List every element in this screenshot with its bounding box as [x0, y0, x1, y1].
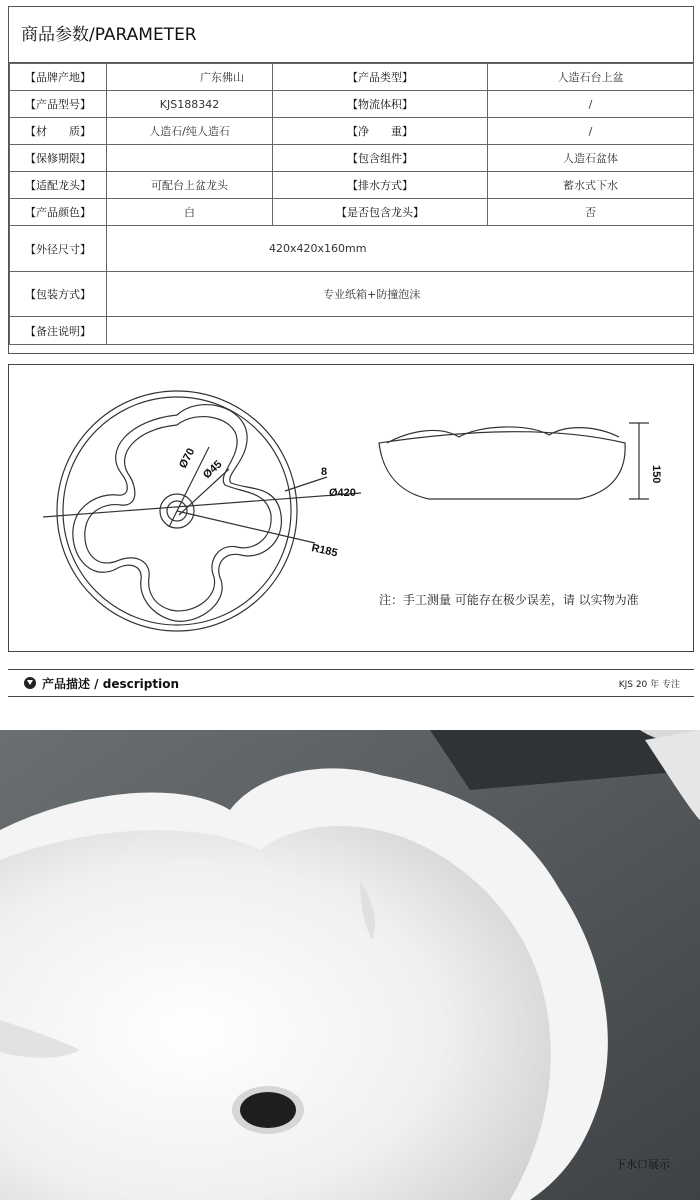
param-key: 【产品颜色】	[10, 199, 107, 226]
measurement-note: 注：手工测量 可能存在极少误差，请 以实物为准	[379, 593, 639, 607]
description-bar	[8, 669, 694, 697]
outer-size-value	[107, 226, 694, 272]
photo-svg	[0, 730, 700, 1200]
param-value: /	[488, 118, 694, 145]
param-value: KJS188342	[107, 91, 273, 118]
petal-inner-outline	[85, 417, 271, 611]
dim-label-45: Ø45	[200, 458, 225, 482]
param-key: 【产品类型】	[273, 64, 488, 91]
table-row	[10, 64, 694, 91]
param-value: 人造石台上盆	[488, 64, 694, 91]
dim-label-150: 150	[650, 465, 662, 484]
dim-line-8	[285, 477, 327, 491]
param-key: 【产品型号】	[10, 91, 107, 118]
param-key: 【是否包含龙头】	[273, 199, 488, 226]
param-value	[107, 145, 273, 172]
dim-label-70: Ø70	[177, 446, 198, 471]
photo-caption: 下水口展示	[615, 1158, 670, 1171]
table-row	[10, 317, 694, 345]
table-row	[10, 91, 694, 118]
param-key: 【包含组件】	[273, 145, 488, 172]
technical-drawing	[8, 364, 694, 652]
side-view-bowl	[379, 432, 625, 499]
param-key: 【包装方式】	[10, 272, 107, 317]
parameter-table	[9, 63, 694, 345]
param-value: 人造石盆体	[488, 145, 694, 172]
dim-line-420	[43, 493, 361, 517]
table-row	[10, 118, 694, 145]
dim-label-r185: R185	[310, 542, 339, 560]
side-view-rim	[387, 427, 619, 443]
param-value: 广东佛山	[107, 64, 273, 91]
param-value: 否	[488, 199, 694, 226]
parameter-title: 商品参数/PARAMETER	[9, 7, 693, 63]
param-key: 【净 重】	[273, 118, 488, 145]
param-key: 【备注说明】	[10, 317, 107, 345]
outer-size-text: 420x420x160mm	[269, 242, 367, 255]
remark-value	[107, 317, 694, 345]
table-row	[10, 145, 694, 172]
packing-value	[107, 272, 694, 317]
param-key: 【排水方式】	[273, 172, 488, 199]
dim-label-420: Ø420	[329, 487, 356, 499]
param-value: 人造石/纯人造石	[107, 118, 273, 145]
packing-text: 专业纸箱+防撞泡沫	[323, 288, 421, 301]
chevron-down-circle-icon	[24, 677, 36, 689]
table-row	[10, 199, 694, 226]
description-title: 产品描述 / description	[42, 677, 179, 691]
table-row	[10, 226, 694, 272]
param-key: 【外径尺寸】	[10, 226, 107, 272]
table-row	[10, 172, 694, 199]
param-value: 白	[107, 199, 273, 226]
basin-bowl	[0, 826, 551, 1200]
param-key: 【适配龙头】	[10, 172, 107, 199]
parameter-panel	[8, 6, 694, 354]
param-value: 蓄水式下水	[488, 172, 694, 199]
param-key: 【品牌产地】	[10, 64, 107, 91]
param-value: 可配台上盆龙头	[107, 172, 273, 199]
drawing-svg	[9, 365, 695, 653]
dim-label-8: 8	[321, 466, 328, 478]
table-row	[10, 272, 694, 317]
product-photo	[0, 730, 700, 1200]
param-key: 【物流体积】	[273, 91, 488, 118]
param-key: 【材 质】	[10, 118, 107, 145]
param-key: 【保修期限】	[10, 145, 107, 172]
drain-hole	[240, 1092, 296, 1128]
brand-slogan: KJS 20 年 专注	[618, 680, 680, 690]
dim-line-r185	[177, 511, 315, 543]
param-value: /	[488, 91, 694, 118]
